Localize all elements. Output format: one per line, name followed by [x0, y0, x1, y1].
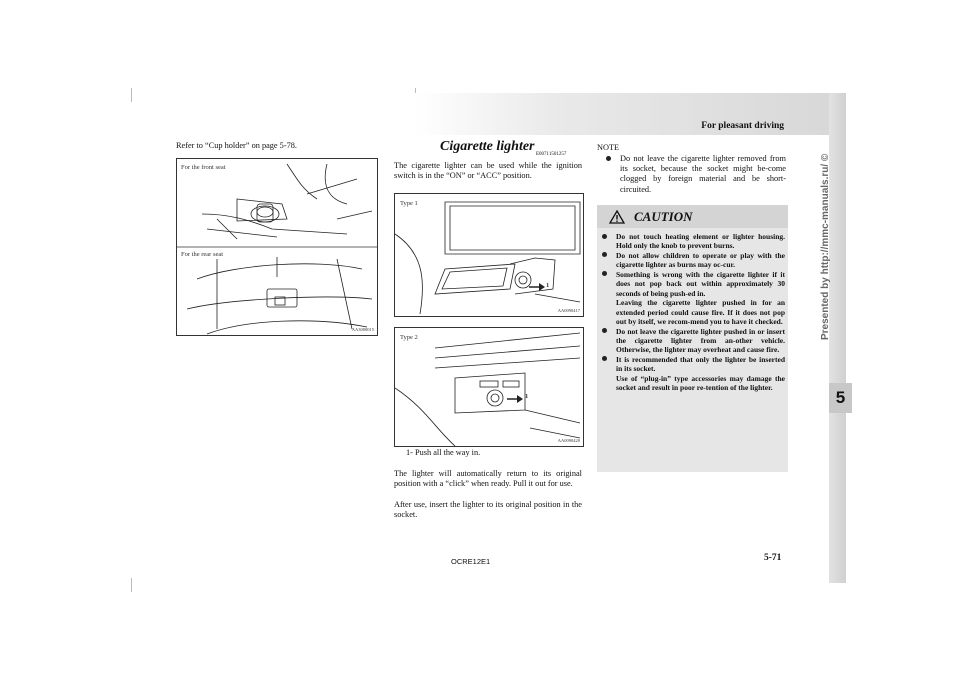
cup-holder-figure: [176, 158, 378, 336]
type1-figure: [394, 193, 584, 317]
section-title: Cigarette lighter: [440, 139, 535, 154]
note-list: [606, 154, 786, 195]
bullet-icon: [606, 156, 611, 161]
body-text-2: After use, insert the lighter to its original position in the socket.: [394, 500, 582, 520]
type1-callout: 1: [546, 282, 550, 289]
type2-illustration: [395, 328, 583, 446]
refer-text: Refer to “Cup holder” on page 5-78.: [176, 141, 297, 150]
page-header-title: For pleasant driving: [701, 121, 784, 131]
bullet-icon: [602, 234, 607, 239]
cup-holder-illustration: [177, 159, 377, 335]
crop-mark: [131, 88, 132, 102]
caution-title: CAUTION: [634, 209, 693, 224]
bullet-icon: [602, 252, 607, 257]
type1-illustration: [395, 194, 583, 316]
bullet-icon: [602, 328, 607, 333]
note-label: NOTE: [597, 143, 620, 152]
bullet-icon: [602, 356, 607, 361]
figure-code: AA3000015: [351, 327, 374, 332]
caution-item: Do not leave the cigarette lighter pushed in or insert the cigarette lighter from an-other vehicle. Otherwise, the lighter may overheat and cause fire.: [602, 327, 785, 355]
intro-text: The cigarette lighter can be used while the ignition switch is in the “ON” or “ACC” position.: [394, 161, 582, 181]
arrow-icon: [529, 282, 549, 292]
warning-triangle-icon: [609, 210, 625, 224]
arrow-icon: [507, 394, 527, 404]
type2-label: Type 2: [400, 334, 418, 341]
section-ref-code: E00711501257: [536, 152, 567, 157]
crop-mark: [131, 578, 132, 592]
figure-caption: 1- Push all the way in.: [406, 448, 481, 457]
footer-code: OCRE12E1: [451, 557, 491, 566]
figure-label-rear: For the rear seat: [181, 251, 224, 258]
caution-item: It is recommended that only the lighter be inserted in its socket. Use of “plug-in” type accessories may damage the socket and result in poor re-tention of the lighter.: [602, 355, 785, 393]
type2-code: AA0090420: [557, 438, 580, 443]
caution-item: Something is wrong with the cigarette lighter if it does not pop back out within approximately 30 seconds of being push-ed in. Leaving the cigarette lighter pushed in for an extended period could cause fire. If it does not pop out by itself, we recom-mend you to have it checked.: [602, 270, 785, 327]
body-text: The lighter will automatically return to its original position with a “click” when ready. Pull it out for use.: [394, 469, 582, 489]
chapter-number: 5: [829, 383, 852, 413]
caution-item: Do not touch heating element or lighter housing. Hold only the knob to prevent burns.: [602, 232, 785, 251]
type1-code: AA0090417: [557, 308, 580, 313]
type1-label: Type 1: [400, 200, 418, 207]
caution-list: [602, 232, 785, 393]
side-tab: [829, 93, 846, 583]
watermark-text: Presented by http://mmc-manuals.ru/ ©: [820, 153, 831, 340]
figure-label-front: For the front seat: [181, 164, 226, 171]
caution-item: Do not allow children to operate or play with the cigarette lighter as burns may oc-cur.: [602, 251, 785, 270]
note-item: Do not leave the cigarette lighter removed from its socket, because the socket might be-come clogged by foreign material and be short-circuited.: [606, 154, 786, 195]
type2-callout: 1: [525, 393, 529, 400]
page-number: 5-71: [764, 553, 782, 563]
type2-figure: [394, 327, 584, 447]
bullet-icon: [602, 271, 607, 276]
